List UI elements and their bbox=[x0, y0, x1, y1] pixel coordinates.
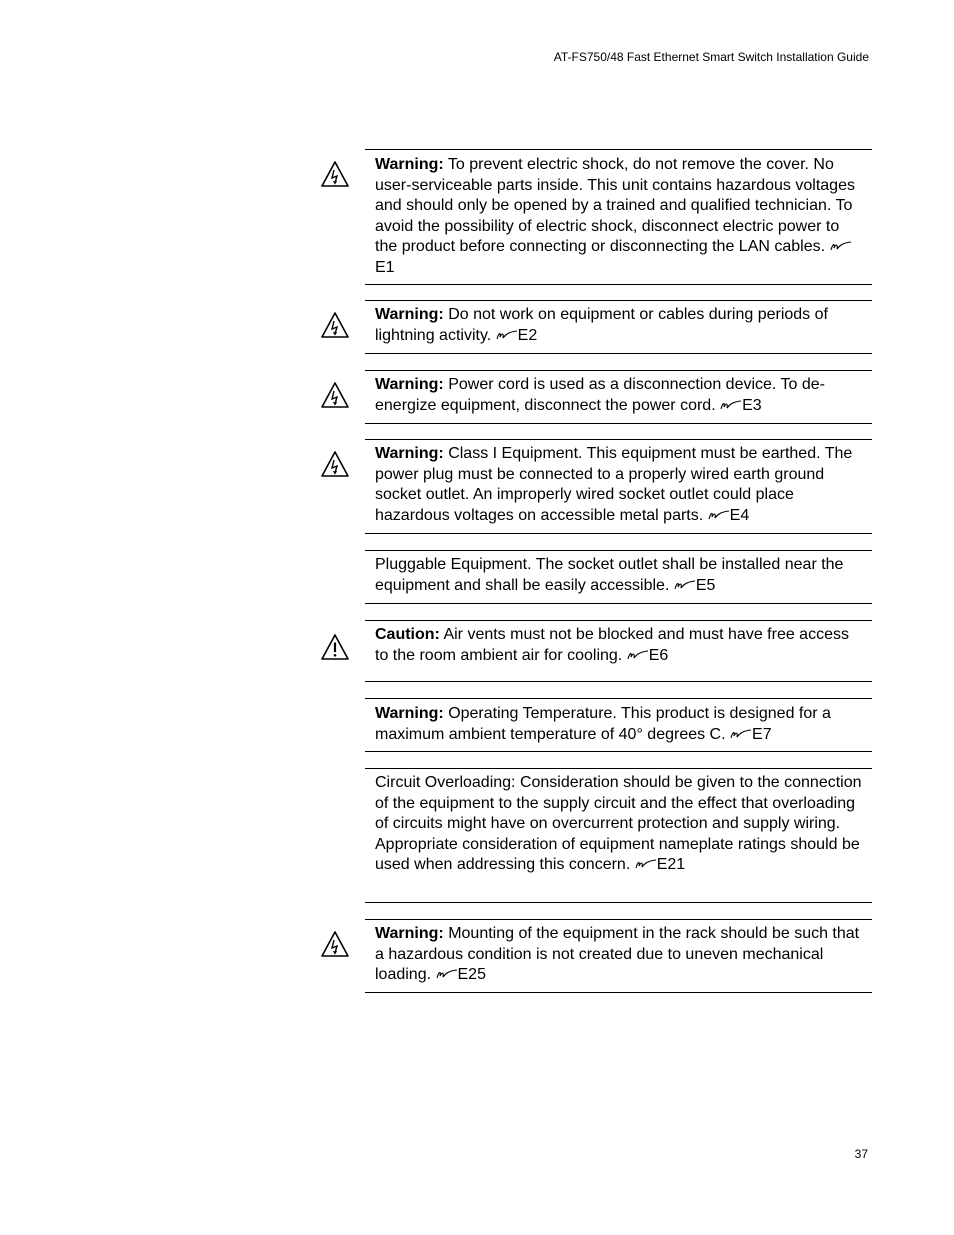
notice-label: Warning: bbox=[375, 705, 444, 722]
notice-code: E6 bbox=[648, 646, 669, 664]
electrical-hazard-icon bbox=[320, 311, 350, 339]
notice-text: Do not work on equipment or cables during periods of lightning activity. bbox=[375, 306, 828, 344]
warning-notice-e2 bbox=[365, 300, 872, 354]
reference-signature-icon bbox=[635, 858, 657, 870]
notice-text: To prevent electric shock, do not remove the cover. No user-serviceable parts inside. This unit contains hazardous voltages and should only be opened by a trained and qualified technician. To avoid the possibility of electric shock, disconnect electric power to the product before connecting or disconnecting the LAN cables. bbox=[375, 156, 855, 255]
notice-text: Circuit Overloading: Consideration should be given to the connection of the equipment to the supply circuit and the effect that overloading of circuits might have on overcurrent protection and supply wiring. Appropriate consideration of equipment nameplate ratings should be used when addressing this concern. bbox=[375, 774, 862, 873]
warning-notice-e4 bbox=[365, 439, 872, 534]
notice-e5 bbox=[365, 550, 872, 604]
notice-code: E2 bbox=[517, 326, 538, 344]
notice-code: E21 bbox=[656, 856, 686, 873]
reference-signature-icon bbox=[496, 329, 518, 341]
notice-text: Power cord is used as a disconnection device. To de-energize equipment, disconnect the power cord. bbox=[375, 376, 825, 414]
notice-text: Operating Temperature. This product is designed for a maximum ambient temperature of 40° degrees C. bbox=[375, 705, 831, 743]
reference-signature-icon bbox=[674, 579, 696, 591]
notice-label: Warning: bbox=[375, 376, 444, 393]
warning-notice-e7 bbox=[365, 698, 872, 752]
running-header: AT-FS750/48 Fast Ethernet Smart Switch Installation Guide bbox=[553, 50, 869, 64]
notice-text: Mounting of the equipment in the rack should be such that a hazardous condition is not created due to uneven mechanical loading. bbox=[375, 925, 860, 983]
caution-notice-e6 bbox=[365, 620, 872, 682]
reference-signature-icon bbox=[720, 399, 742, 411]
notice-code: E7 bbox=[752, 725, 772, 743]
notice-e21 bbox=[365, 768, 872, 903]
notice-code: E5 bbox=[695, 576, 716, 594]
electrical-hazard-icon bbox=[320, 381, 350, 409]
warning-notice-e25 bbox=[365, 919, 872, 993]
notice-code: E4 bbox=[729, 506, 750, 524]
notice-text: Class I Equipment. This equipment must be earthed. The power plug must be connected to a properly wired earth ground socket outlet. An improperly wired socket outlet could place hazardous voltages on accessible metal parts. bbox=[375, 445, 853, 524]
notice-code: E3 bbox=[742, 396, 762, 414]
reference-signature-icon bbox=[708, 509, 730, 521]
reference-signature-icon bbox=[830, 240, 852, 252]
reference-signature-icon bbox=[627, 649, 649, 661]
warning-notice-e3 bbox=[365, 370, 872, 424]
notice-label: Warning: bbox=[375, 925, 444, 942]
notice-label: Warning: bbox=[375, 306, 444, 323]
notice-label: Warning: bbox=[375, 156, 444, 173]
notice-label: Warning: bbox=[375, 445, 444, 462]
notice-text: Pluggable Equipment. The socket outlet shall be installed near the equipment and shall be easily accessible. bbox=[375, 556, 844, 594]
page-number: 37 bbox=[854, 1147, 868, 1161]
notice-text: Air vents must not be blocked and must have free access to the room ambient air for cooling. bbox=[375, 626, 849, 664]
electrical-hazard-icon bbox=[320, 930, 350, 958]
notice-code: E1 bbox=[375, 258, 395, 276]
notice-code: E25 bbox=[457, 966, 486, 983]
notice-label: Caution: bbox=[375, 626, 440, 643]
reference-signature-icon bbox=[730, 728, 752, 740]
electrical-hazard-icon bbox=[320, 450, 350, 478]
caution-icon bbox=[320, 633, 350, 661]
reference-signature-icon bbox=[436, 968, 458, 980]
warning-notice-e1 bbox=[365, 149, 872, 285]
electrical-hazard-icon bbox=[320, 160, 350, 188]
